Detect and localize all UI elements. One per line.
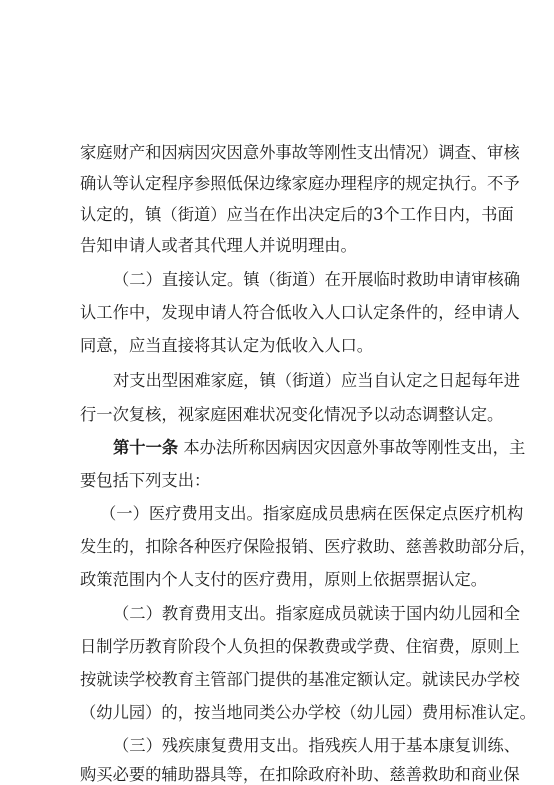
- text-line: 发生的，扣除各种医疗保险报销、医疗救助、慈善救助部分后，: [80, 537, 536, 556]
- text-line: 政策范围内个人支付的医疗费用，原则上依据票据认定。: [80, 570, 488, 589]
- text-line: 购买必要的辅助器具等，在扣除政府补助、慈善救助和商业保: [80, 765, 520, 784]
- text-line: （二）教育费用支出。指家庭成员就读于国内幼儿园和全: [113, 604, 521, 623]
- text-line: （二）直接认定。镇（街道）在开展临时救助申请审核确: [113, 270, 521, 289]
- text-line: 按就读学校教育主管部门提供的基准定额认定。就读民办学校: [80, 670, 520, 689]
- article-line: [0, 438, 554, 458]
- text-line: 确认等认定程序参照低保边缘家庭办理程序的规定执行。不予: [80, 174, 520, 193]
- text-line: 日制学历教育阶段个人负担的保教费或学费、住宿费，原则上: [80, 637, 520, 656]
- text-line: （一）医疗费用支出。指家庭成员患病在医保定点医疗机构: [100, 504, 524, 523]
- text-line: 行一次复核，视家庭困难状况变化情况予以动态调整认定。: [80, 405, 504, 424]
- text-line: 认工作中，发现申请人符合低收入人口认定条件的，经申请人: [80, 303, 520, 322]
- text-line: 家庭财产和因病因灾因意外事故等刚性支出情况）调查、审核: [80, 143, 520, 162]
- text-line: 要包括下列支出：: [80, 471, 211, 490]
- article-text: 本办法所称因病因灾因意外事故等刚性支出，主: [183, 438, 526, 457]
- text-line: 同意，应当直接将其认定为低收入人口。: [80, 336, 374, 355]
- text-line: （三）残疾康复费用支出。指残疾人用于基本康复训练、: [113, 736, 521, 755]
- text-line: 认定的，镇（街道）应当在作出决定后的3个工作日内，书面: [80, 205, 514, 224]
- text-line: 对支出型困难家庭，镇（街道）应当自认定之日起每年进: [113, 371, 521, 390]
- article-heading: 第十一条: [113, 438, 179, 457]
- text-line: （幼儿园）的，按当地同类公办学校（幼儿园）费用标准认定。: [80, 703, 536, 722]
- text-line: 告知申请人或者其代理人并说明理由。: [80, 236, 357, 255]
